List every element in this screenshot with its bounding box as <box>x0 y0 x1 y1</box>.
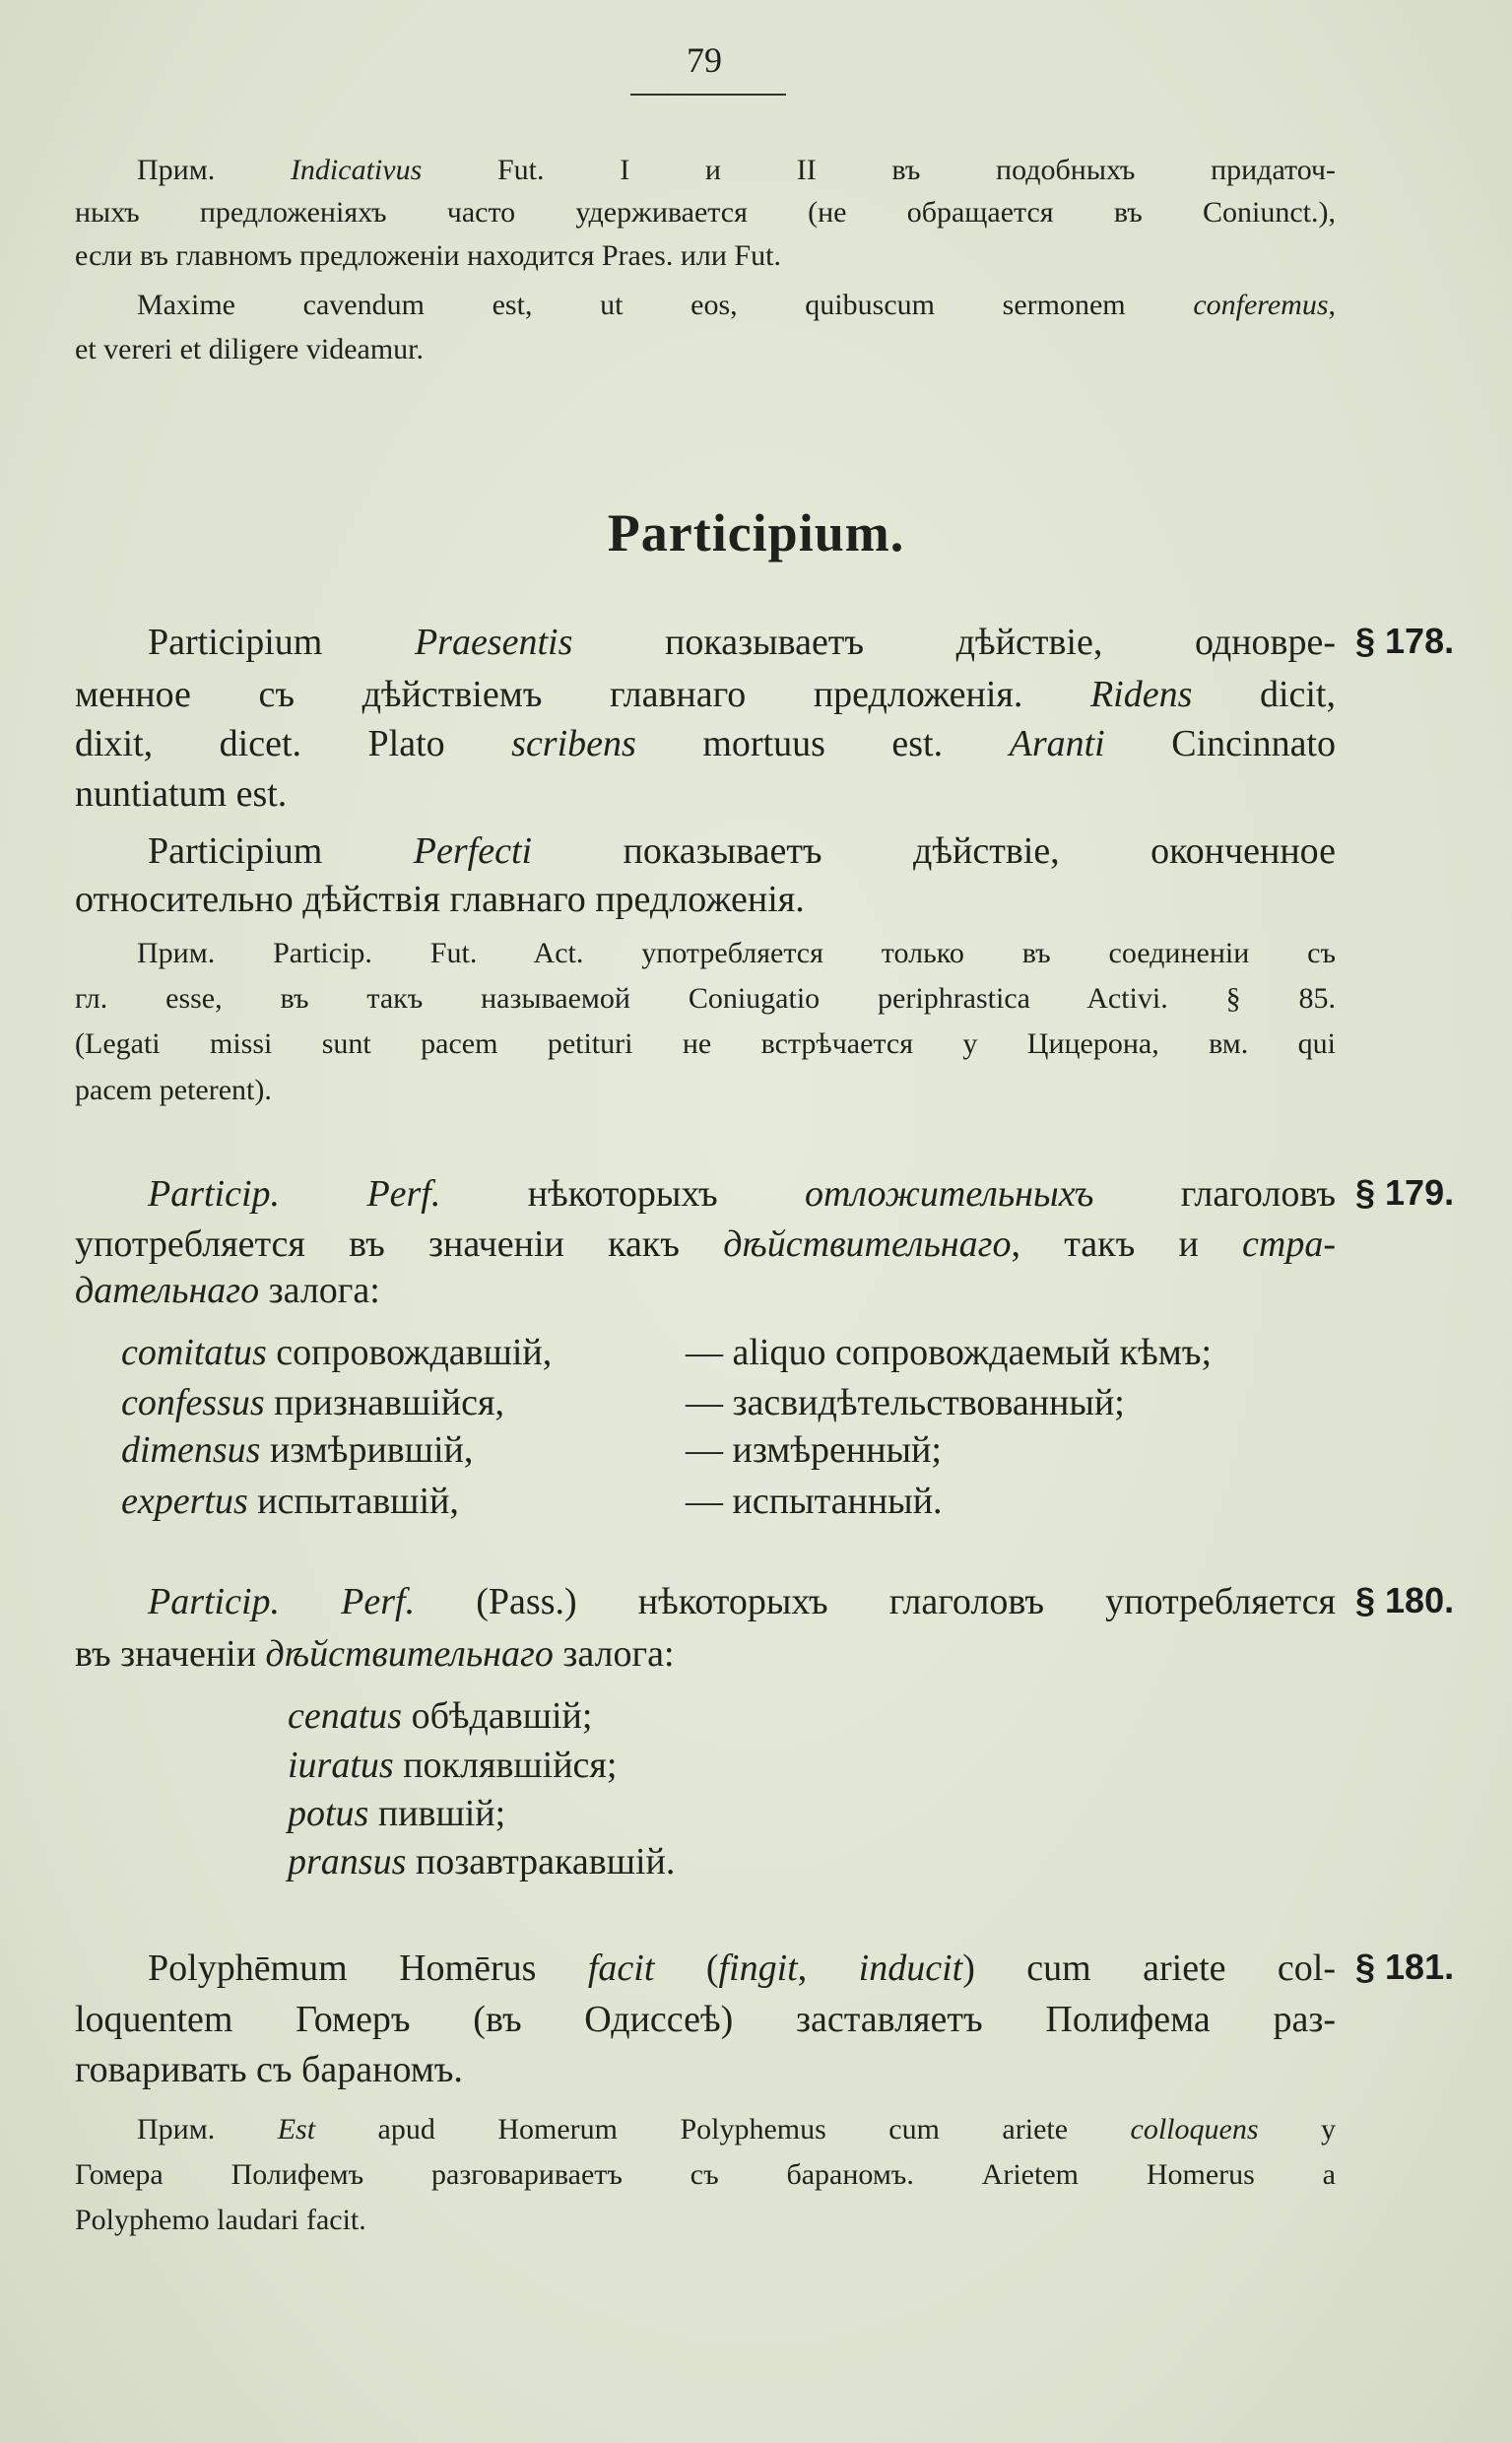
section-title: Participium. <box>607 503 905 562</box>
text-line <box>75 1269 1336 1314</box>
text-run: поклявшійся; <box>393 1745 618 1787</box>
text-line <box>686 1428 1336 1474</box>
text-run: относительно дѣйствія главнаго предложенія. <box>75 879 805 921</box>
text-run: сопровождавшій, <box>266 1332 553 1374</box>
text-line <box>288 1744 1076 1789</box>
text-run: nuntiatum est. <box>75 773 288 816</box>
text-line <box>288 1840 1076 1885</box>
text-run: Cincinnato <box>1104 723 1336 765</box>
text-run: Гомера Полифемъ разговариваетъ съ бараномъ. Arietem Homerus a <box>75 2158 1336 2192</box>
italic-term: facit <box>587 1948 655 1990</box>
text-line <box>75 332 1336 367</box>
italic-term: comitatus <box>121 1332 267 1374</box>
italic-term: Perfecti <box>413 830 533 873</box>
text-run: залога: <box>259 1270 380 1312</box>
italic-term: iuratus <box>288 1745 394 1787</box>
text-run: гл. esse, въ такъ называемой Coniugatio periphrastica Activi. § 85. <box>75 982 1336 1016</box>
text-run: обѣдавшій; <box>402 1695 593 1738</box>
page-number: 79 <box>687 40 722 80</box>
italic-term: Praesentis <box>414 622 573 664</box>
text-line <box>75 195 1336 231</box>
italic-term: Indicativus <box>290 154 423 187</box>
text-run: испытавшій, <box>247 1481 459 1523</box>
text-line <box>75 238 1336 274</box>
text-run: признавшійся, <box>264 1382 504 1424</box>
text-run: позавтракавшій. <box>406 1841 676 1883</box>
text-run: apud Homerum Polyphemus cum ariete <box>315 2113 1131 2146</box>
text-line <box>148 621 1336 666</box>
text-run: Fut. I и II въ подобныхъ придаточ- <box>422 154 1336 187</box>
text-run: показываетъ дѣйствіе, оконченное <box>532 830 1336 873</box>
italic-term: scribens <box>511 723 636 765</box>
text-run: — aliquo сопровождаемый кѣмъ; <box>686 1332 1213 1374</box>
text-run: Participium <box>148 830 414 873</box>
text-line <box>288 1792 1076 1837</box>
italic-term: pransus <box>288 1841 407 1883</box>
text-run: показываетъ дѣйствіе, одновре- <box>572 622 1336 664</box>
text-run: mortuus est. <box>635 723 1010 765</box>
text-run: et vereri et diligere videamur. <box>75 333 425 366</box>
section-number: § 180. <box>1355 1580 1455 1620</box>
text-run: нѣкоторыхъ <box>440 1173 806 1216</box>
italic-term: Particip. Perf. <box>148 1581 416 1623</box>
text-run: у <box>1258 2113 1337 2146</box>
text-run: — испытанный. <box>686 1481 943 1523</box>
text-run: залога: <box>553 1633 675 1676</box>
text-line <box>121 1480 673 1525</box>
text-run: ) cum ariete col- <box>962 1948 1337 1990</box>
text-run: Polyphēmum Homērus <box>148 1948 588 1990</box>
italic-term: отложительныхъ <box>805 1173 1094 1216</box>
italic-term: potus <box>288 1793 369 1835</box>
italic-term: дательнаго <box>75 1270 260 1312</box>
text-run: измѣрившій, <box>260 1429 474 1472</box>
italic-term: cenatus <box>288 1695 403 1738</box>
text-line <box>137 2112 1336 2147</box>
text-run: — засвидѣтельствованный; <box>686 1382 1125 1424</box>
text-line <box>686 1331 1336 1376</box>
text-run: , <box>1328 289 1336 322</box>
text-line <box>75 1998 1336 2043</box>
text-line <box>75 2203 1336 2238</box>
text-run: пившій; <box>368 1793 506 1835</box>
text-run: pacem peterent). <box>75 1074 272 1107</box>
italic-term: confessus <box>121 1382 265 1424</box>
italic-term: стра- <box>1242 1223 1336 1266</box>
italic-term: inducit <box>858 1948 963 1990</box>
italic-term: conferemus <box>1193 289 1329 322</box>
text-run: — измѣренный; <box>686 1429 942 1472</box>
italic-term: дѣйствительнаго <box>265 1633 554 1676</box>
italic-term: Est <box>277 2113 316 2146</box>
text-line <box>75 2157 1336 2193</box>
text-line <box>75 981 1336 1017</box>
text-line <box>75 2048 1336 2093</box>
text-run: Polyphemo laudari facit. <box>75 2204 366 2237</box>
text-run: если въ главномъ предложеніи находится Praes. или Fut. <box>75 239 781 273</box>
text-line <box>75 1632 1336 1678</box>
text-line <box>686 1381 1336 1426</box>
text-run: dicit, <box>1192 674 1336 716</box>
text-line <box>75 673 1336 718</box>
text-line <box>148 1947 1336 1992</box>
section-number: § 178. <box>1355 621 1455 661</box>
text-run: менное съ дѣйствіемъ главнаго предложенія. <box>75 674 1090 716</box>
text-run: Прим. <box>137 2113 278 2146</box>
italic-term: dimensus <box>121 1429 261 1472</box>
text-run: въ значеніи <box>75 1633 266 1676</box>
italic-term: Ridens <box>1089 674 1193 716</box>
text-line <box>288 1694 1076 1740</box>
text-line <box>137 936 1336 971</box>
text-run: Прим. <box>137 154 291 187</box>
page-number-rule <box>630 94 786 96</box>
text-run: , <box>797 1948 859 1990</box>
italic-term: fingit <box>718 1948 798 1990</box>
italic-term: Particip. Perf. <box>148 1173 441 1216</box>
text-run: loquentem Гомеръ (въ Одиссеѣ) заставляетъ Полифема раз- <box>75 1999 1336 2041</box>
text-run: Participium <box>148 622 415 664</box>
section-number: § 181. <box>1355 1947 1455 1987</box>
text-line <box>148 829 1336 875</box>
italic-term: дѣйствительнаго <box>723 1223 1012 1266</box>
section-number: § 179. <box>1355 1172 1455 1213</box>
italic-term: Aranti <box>1009 723 1105 765</box>
text-line <box>75 1073 1336 1108</box>
text-run: dixit, dicet. Plato <box>75 723 512 765</box>
text-line <box>121 1331 673 1376</box>
text-run: Maxime cavendum est, ut eos, quibuscum sermonem <box>137 289 1194 322</box>
text-line <box>137 153 1336 188</box>
text-run: Прим. Particip. Fut. Act. употребляется только въ соединеніи съ <box>137 937 1336 970</box>
text-run: говаривать съ бараномъ. <box>75 2049 463 2091</box>
text-line <box>75 1222 1336 1268</box>
text-line <box>75 772 1336 818</box>
text-line <box>686 1480 1336 1525</box>
text-line <box>75 1026 1336 1062</box>
text-run: , такъ и <box>1011 1223 1243 1266</box>
text-run: (Pass.) нѣкоторыхъ глаголовъ употребляется <box>415 1581 1336 1623</box>
text-run: употребляется въ значеніи какъ <box>75 1223 724 1266</box>
text-line <box>75 722 1336 767</box>
text-run: (Legati missi sunt pacem petituri не встрѣчается у Цицерона, вм. qui <box>75 1027 1336 1061</box>
text-run: глаголовъ <box>1093 1173 1337 1216</box>
text-run: ( <box>654 1948 719 1990</box>
italic-term: expertus <box>121 1481 248 1523</box>
text-line <box>121 1428 673 1474</box>
text-run: ныхъ предложеніяхъ часто удерживается (не обращается въ Coniunct.), <box>75 196 1336 230</box>
text-line <box>121 1381 673 1426</box>
text-line <box>148 1172 1336 1218</box>
text-line <box>137 288 1336 323</box>
text-line <box>148 1580 1336 1625</box>
italic-term: colloquens <box>1130 2113 1259 2146</box>
text-line <box>75 878 1336 923</box>
